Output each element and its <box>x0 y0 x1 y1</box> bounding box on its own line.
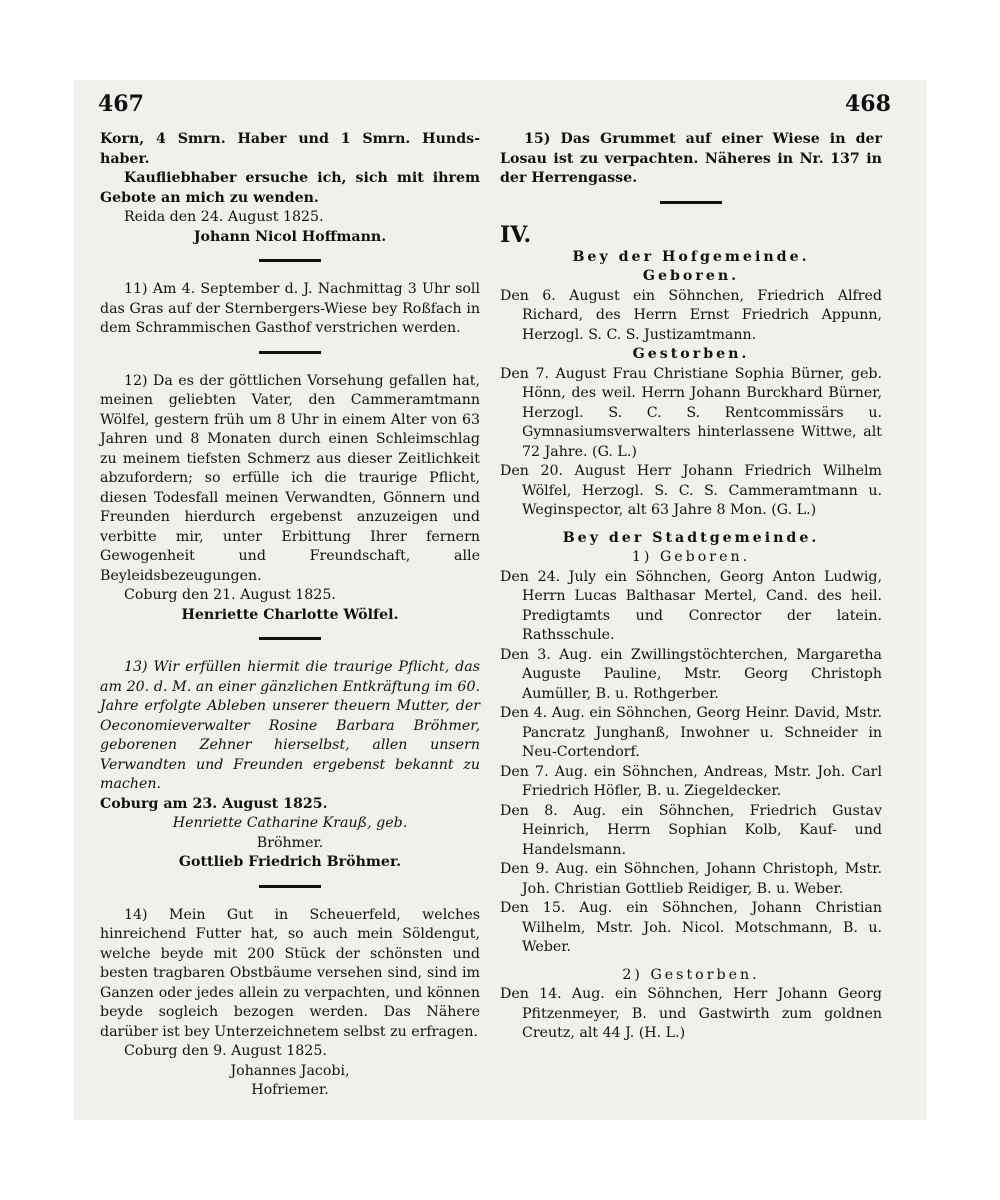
hof-death-entry-2: Den 20. August Herr Johann Friedrich Wilhelm Wölfel, Herzogl. S. C. S. Cammeramtmann u. Weginspector, alt 63 Jahre 8 Mon. (G. L.) <box>500 463 882 518</box>
stadt-birth-entry: Den 3. Aug. ein Zwillingstöchterchen, Margaretha Auguste Pauline, Mstr. Georg Christoph Aumüller, B. u. Rothgerber. <box>500 646 882 702</box>
hof-death-entry-1: Den 7. August Frau Christiane Sophia Bürner, geb. Hönn, des weil. Herrn Johann Burckhard Bürner, Herzogl. S. C. S. Rentcommissärs u. Gymnasiumsverwalters hinterlassene Wittwe, alt 72 Jahre. (G. L.) <box>500 365 882 460</box>
section-number: IV. <box>500 221 532 248</box>
notice-10-request: Kaufliebhaber ersuche ich, sich mit ihrem Gebote an mich zu wenden. <box>100 170 480 206</box>
stadt-birth-entry: Den 8. Aug. ein Söhnchen, Friedrich Gustav Heinrich, Herrn Sophian Kolb, Kauf- und Handelsmann. <box>500 802 882 858</box>
right-column <box>500 130 882 1044</box>
notice-14: 14) Mein Gut in Scheuerfeld, welches hinreichend Futter hat, so auch mein Söldengut, welche beyde mit 200 Stück der schönsten und besten tragbaren Obstbäume versehen sind, sind im Ganzen oder jedes allein zu verpachten, und können beyde sogleich bezogen werden. Das Nähere darüber ist bey Unterzeichnetem selbst zu erfragen. <box>100 906 480 1040</box>
notice-11: 11) Am 4. September d. J. Nachmittag 3 Uhr soll das Gras auf der Sternbergers-Wiese bey Roßfach in dem Schrammischen Gasthof verstrichen werden. <box>100 281 480 336</box>
stadt-birth-entry: Den 15. Aug. ein Söhnchen, Johann Christian Wilhelm, Mstr. Joh. Nicol. Motschmann, B. u. Weber. <box>500 900 882 955</box>
notice-12-signature: Henriette Charlotte Wölfel. <box>181 606 399 623</box>
stadt-death-entry: Den 14. Aug. ein Söhnchen, Herr Johann Georg Pfitzenmeyer, B. und Gastwirth zum goldnen Creutz, alt 44 J. (H. L.) <box>500 986 882 1041</box>
hofgemeinde-geboren-heading: Geboren. <box>642 268 740 284</box>
stadt-birth-entry: Den 24. July ein Söhnchen, Georg Anton Ludwig, Herrn Lucas Balthasar Mertel, Cand. des heil. Predigtamts und Conrector der latein. Rathsschule. <box>500 568 882 643</box>
notice-10-signature: Johann Nicol Hoffmann. <box>193 228 387 245</box>
notice-15: 15) Das Grummet auf einer Wiese in der Losau ist zu verpachten. Näheres in Nr. 137 in der Herrengasse. <box>500 131 882 186</box>
notice-14-signature-2: Hofriemer. <box>251 1082 329 1098</box>
notice-10-continuation: Korn, 4 Smrn. Haber und 1 Smrn. Hunds-haber. <box>100 131 480 167</box>
stadt-birth-entry: Den 4. Aug. ein Söhnchen, Georg Heinr. David, Mstr. Pancratz Junghanß, Inwohner u. Schneider in Neu-Cortendorf. <box>500 705 882 760</box>
stadt-birth-entry: Den 9. Aug. ein Söhnchen, Johann Christoph, Mstr. Joh. Christian Gottlieb Reidiger, B. u. Weber. <box>500 861 882 897</box>
notice-13-signature-1: Henriette Catharine Krauß, geb. <box>172 815 408 831</box>
hofgemeinde-heading: Bey der Hofgemeinde. <box>572 248 810 265</box>
notice-12: 12) Da es der göttlichen Vorsehung gefallen hat, meinen geliebten Vater, den Cammeramtmann Wölfel, gestern früh um 8 Uhr in einem Alter von 63 Jahren und 8 Monaten durch einen Schleimschlag zu meinem tiefsten Schmerz aus dieser Zeitlichkeit abzufordern; so erfülle ich die traurige Pflicht, diesen Todesfall meinen Verwandten, Gönnern und Freunden hierdurch ergebenst anzuzeigen und verbitte mir, unter Erbittung Ihrer fernern Gewogenheit und Freundschaft, alle Beyleidsbezeugungen. <box>100 372 480 584</box>
separator-rule <box>259 259 321 262</box>
notice-13-signature-2: Bröhmer. <box>256 834 324 851</box>
page-number-left: 467 <box>98 91 144 117</box>
separator-rule <box>259 885 321 888</box>
notice-14-dateline: Coburg den 9. August 1825. <box>124 1043 327 1059</box>
stadtgemeinde-geboren-heading: 1) Geboren. <box>631 549 751 565</box>
left-column <box>100 130 480 1101</box>
separator-rule <box>660 201 722 204</box>
notice-13: 13) Wir erfüllen hiermit die traurige Pflicht, das am 20. d. M. an einer gänzlichen Entkräftung im 60. Jahre erfolgte Ableben unserer theuern Mutter, der Oeconomieverwalter Rosine Barbara Bröhmer, geborenen Zehner hierselbst, allen unsern Verwandten und Freunden ergebenst bekannt zu machen. <box>100 659 480 792</box>
notice-14-signature-1: Johannes Jacobi, <box>230 1062 350 1079</box>
page-number-right: 468 <box>845 91 891 117</box>
notice-12-dateline: Coburg den 21. August 1825. <box>124 587 336 603</box>
stadt-birth-entry: Den 7. Aug. ein Söhnchen, Andreas, Mstr. Joh. Carl Friedrich Höfler, B. u. Ziegeldecker. <box>500 763 882 799</box>
notice-13-dateline: Coburg am 23. August 1825. <box>100 795 328 812</box>
notice-10-dateline: Reida den 24. August 1825. <box>124 209 324 225</box>
separator-rule <box>259 351 321 354</box>
hofgemeinde-gestorben-heading: Gestorben. <box>632 346 750 362</box>
stadtgemeinde-heading: Bey der Stadtgemeinde. <box>562 529 820 546</box>
stadtgemeinde-gestorben-heading: 2) Gestorben. <box>622 966 760 983</box>
notice-13-signature-3: Gottlieb Friedrich Bröhmer. <box>178 854 402 870</box>
separator-rule <box>259 637 321 640</box>
hof-birth-entry: Den 6. August ein Söhnchen, Friedrich Alfred Richard, des Herrn Ernst Friedrich Appunn, Herzogl. S. C. S. Justizamtmann. <box>500 287 882 343</box>
